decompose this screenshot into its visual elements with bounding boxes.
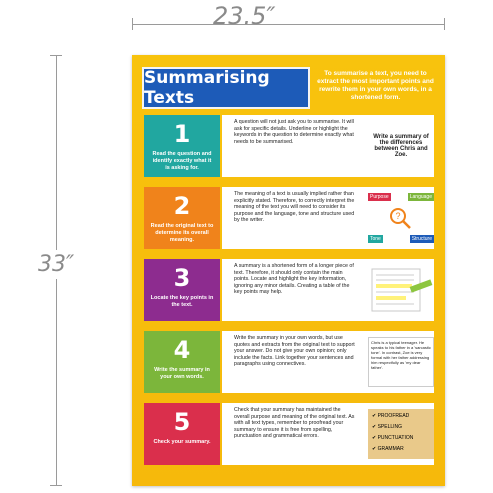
poster-title: Summarising Texts [142,67,310,109]
check-icon: ✔ [372,446,378,452]
intro-text: To summarise a text, you need to extract the most important points and rewrite them in your own words, in a shortened form. [317,70,434,101]
magnifying-glass-icon [388,206,412,230]
analysis-illustration [368,193,434,243]
height-dimension-tick-top [50,55,62,56]
check-icon: ✔ [372,413,378,419]
step-badge-1 [144,115,220,177]
tag-language: Language [409,194,432,200]
check-icon: ✔ [372,424,378,430]
width-label: 23.5″ [213,2,276,30]
checklist-item: ✔ PUNCTUATION [372,435,414,441]
step-text: Check that your summary has maintained the overall purpose and meaning of the original text. As with all text types, remember to proofread your summary to ensure it is free from spelling, punctuation and grammatical errors. [234,407,355,440]
height-label: 33″ [38,252,75,277]
step-number: 4 [173,336,191,364]
step-badge-4 [144,331,220,393]
poster [132,55,445,486]
step-label: Write the summary in your own words. [154,367,210,380]
width-dimension-tick-right [444,18,445,30]
step-text: A summary is a shortened form of a longer piece of text. Therefore, it should only contain the main points. Locate and highlight the key information, ignoring any minor details. Creating a table of the key points may help. [234,263,354,296]
step-label: Check your summary. [153,439,211,445]
checklist-item: ✔ PROOFREAD [372,413,410,419]
step-1 [140,115,438,177]
step-badge-5 [144,403,220,465]
checklist-item: ✔ SPELLING [372,424,403,430]
step-text: A question will not just ask you to summarise. It will ask for specific details. Underline or highlight the keywords in the question to determine exactly what needs to be summarised. [234,119,354,145]
step-badge-3 [144,259,220,321]
step-number: 3 [173,264,191,292]
summary-example-note [368,337,434,387]
step-4 [140,331,438,393]
width-dimension-line [132,24,445,25]
title-bar [142,67,437,109]
example-question: Write a summary of the differences between Chris and Zoe. [373,134,429,158]
step-text: The meaning of a text is usually implied rather than explicitly stated. Therefore, to correctly interpret the meaning of the text you will need to consider its purpose and the language, tone and structure used by the writer. [234,191,355,224]
step-number: 5 [173,408,191,436]
example-question-card [368,121,434,171]
step-number: 1 [173,120,191,148]
step-label: Read the original text to determine its overall meaning. [150,223,214,243]
check-icon: ✔ [372,435,378,441]
tag-tone: Tone [370,236,381,242]
step-text: Write the summary in your own words, but use quotes and extracts from the original text to support your answer. Do not give your own opinion; only include the facts. Link together your sentences and paragraphs using connectives. [234,335,355,368]
svg-text:?: ? [395,211,401,221]
step-label: Read the question and identify exactly what it is asking for. [152,151,212,171]
step-3 [140,259,438,321]
width-dimension-tick-left [132,18,133,30]
tag-purpose: Purpose [370,194,389,200]
height-dimension-tick-bottom [50,485,62,486]
checklist-item: ✔ GRAMMAR [372,446,404,452]
step-badge-2 [144,187,220,249]
step-5 [140,403,438,465]
tag-structure: Structure [411,236,432,242]
checklist-clipboard [368,409,434,459]
summary-example: Chris is a typical teenager. He speaks to his father in a 'sarcastic tone'. In contrast, Zoe is very formal with her father addressing him respectfully as 'my dear father'. [371,340,431,370]
highlighter-icon [368,265,434,315]
step-label: Locate the key points in the text. [150,295,214,308]
step-number: 2 [173,192,191,220]
step-2 [140,187,438,249]
